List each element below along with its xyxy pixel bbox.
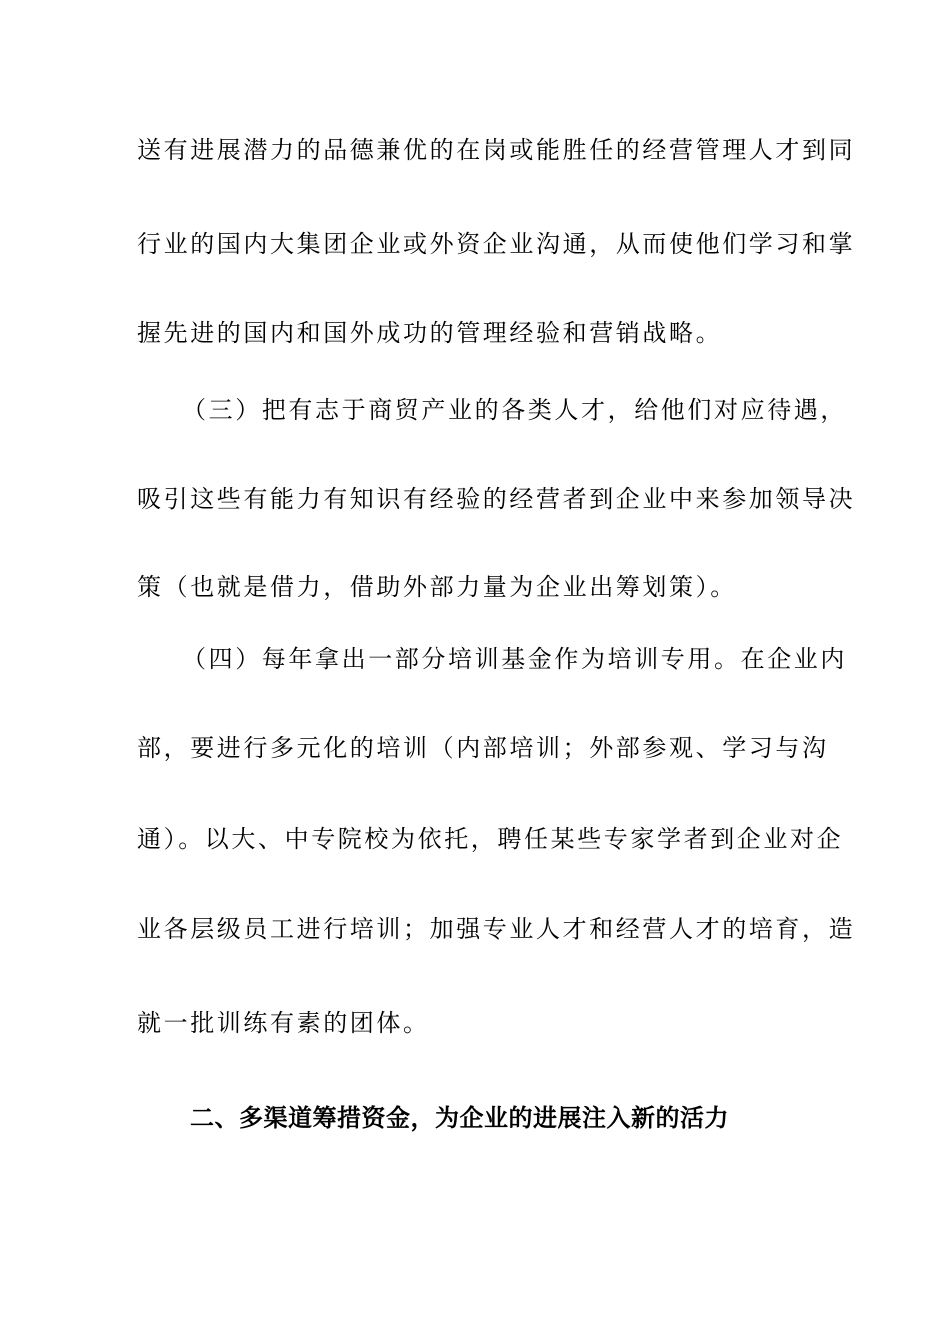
paragraph-line-5: 吸引这些有能力有知识有经验的经营者到企业中来参加领导决 bbox=[137, 485, 856, 513]
paragraph-line-3: 握先进的国内和国外成功的管理经验和营销战略。 bbox=[137, 319, 723, 347]
paragraph-line-7: （四）每年拿出一部分培训基金作为培训专用。在企业内 bbox=[182, 645, 847, 673]
paragraph-line-6: 策（也就是借力，借助外部力量为企业出筹划策）。 bbox=[137, 573, 737, 601]
paragraph-line-8: 部，要进行多元化的培训（内部培训；外部参观、学习与沟 bbox=[137, 734, 829, 762]
section-heading: 二、多渠道筹措资金，为企业的进展注入新的活力 bbox=[190, 1104, 729, 1132]
paragraph-line-4: （三）把有志于商贸产业的各类人才，给他们对应待遇， bbox=[182, 396, 847, 424]
paragraph-line-9: 通）。以大、中专院校为依托，聘任某些专家学者到企业对企 bbox=[137, 825, 844, 853]
paragraph-line-10: 业各层级员工进行培训；加强专业人才和经营人才的培育，造 bbox=[137, 915, 856, 943]
paragraph-line-11: 就一批训练有素的团体。 bbox=[137, 1009, 430, 1037]
paragraph-line-1: 送有进展潜力的品德兼优的在岗或能胜任的经营管理人才到同 bbox=[137, 136, 856, 164]
paragraph-line-2: 行业的国内大集团企业或外资企业沟通，从而使他们学习和掌 bbox=[137, 230, 856, 258]
